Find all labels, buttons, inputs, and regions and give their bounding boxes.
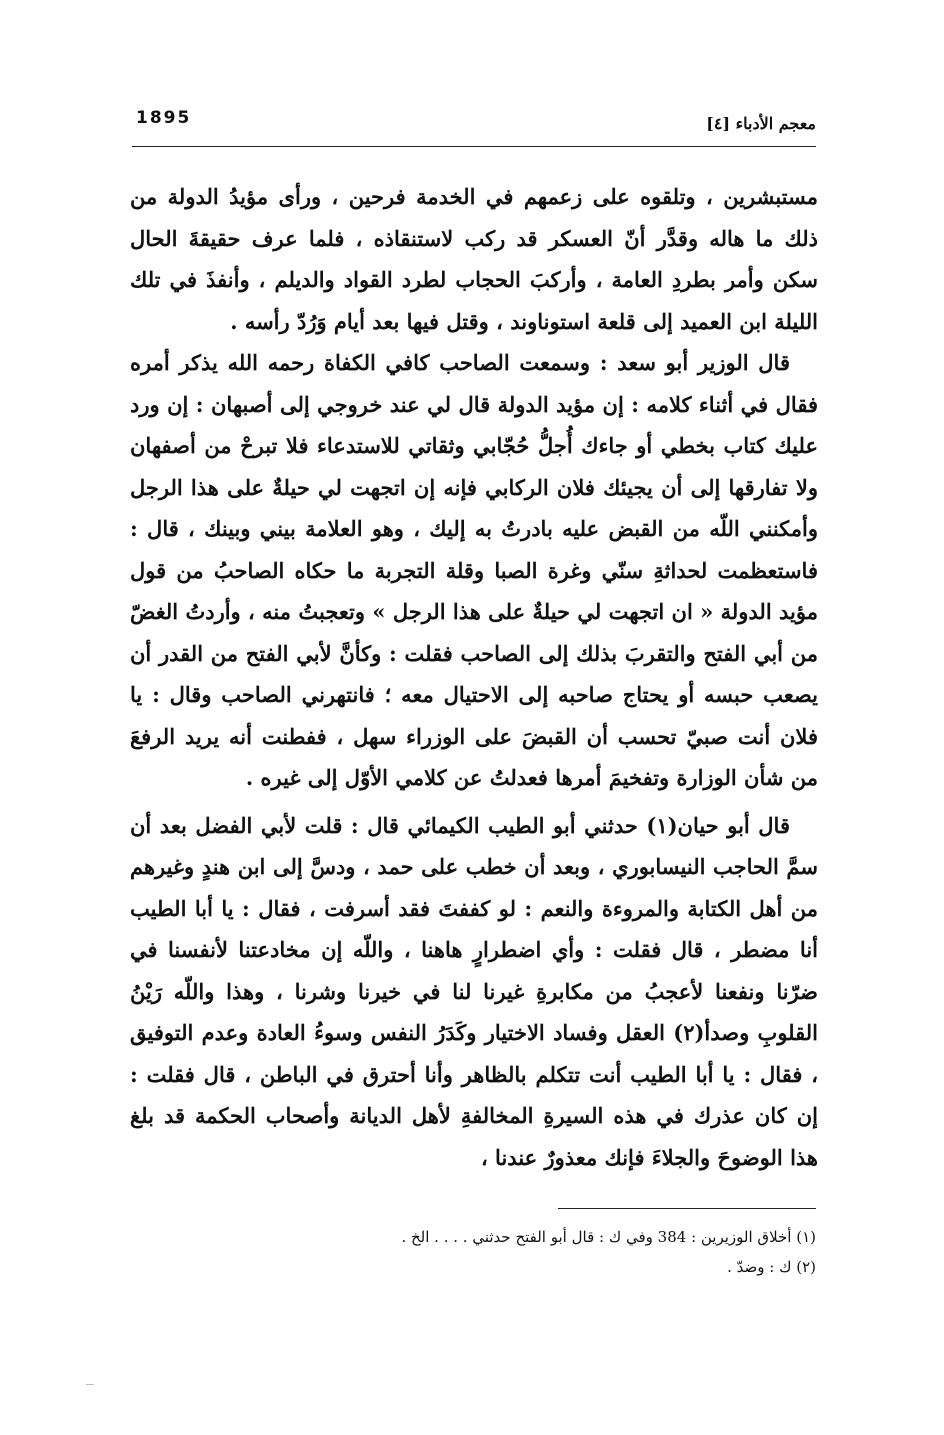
page-number: 1895: [136, 108, 192, 128]
footnote: (٢) ك : وضدّ .: [727, 1258, 816, 1276]
paragraph: قال أبو حيان(١) حدثني أبو الطيب الكيمائي قال : قلت لأبي الفضل بعد أن سمَّ الحاجب النيسابوري ، وبعد أن خطب على حمد ، ودسَّ إلى ابن هندٍ وغيرهم من أهل الكتابة والمروءة والنعم : لو كففتَ فقد أسرفت ، فقال : يا أبا الطيب أنا مضطر ، قال فقلت : وأي اضطرارٍ هاهنا ، واللّه إن مخادعتنا لأنفسنا في ضرّنا ونفعنا لأعجبُ من مكابرةِ غيرنا لنا في خيرنا وشرنا ، وهذا واللّه رَيْنُ القلوبِ وصدأ(٢) العقل وفساد الاختيار وكَدَرُ النفس وسوءُ العادة وعدم التوفيق ، فقال : يا أبا الطيب أنت تتكلم بالظاهر وأنا أحترق في الباطن ، قال فقلت : إن كان عذرك في هذه السيرةِ المخالفةِ لأهل الديانة وأصحاب الحكمة قد بلغ هذا الوضوحَ والجلاءَ فإنك معذورٌ عندنا ،: [130, 812, 818, 1170]
main-text: [130, 176, 818, 1178]
paragraph: مستبشرين ، وتلقوه على زعمهم في الخدمة فرحين ، ورأى مؤيدُ الدولة من ذلك ما هاله وقدَّر أنّ العسكر قد ركب لاستنقاذه ، فلما عرف حقيقةَ الحال سكن وأمر بطردِ العامة ، وأركبَ الحجاب لطرد القواد والديلم ، وأنفذَ في تلك الليلة ابن العميد إلى قلعة استوناوند ، وقتل فيها بعد أيام وَرُدّ رأسه .: [130, 184, 818, 334]
footnotes: [256, 1222, 816, 1282]
scan-speck: [86, 1384, 94, 1385]
running-title: معجم الأدباء [٤]: [706, 114, 816, 133]
header-rule: [132, 146, 816, 147]
paragraph: قال الوزير أبو سعد : وسمعت الصاحب كافي الكفاة رحمه الله يذكر أمره فقال في أثناء كلامه : إن مؤيد الدولة قال لي عند خروجي إلى أصبهان : إن ورد عليك كتاب بخطي أو جاءك أُجلُّ حُجّابي وثقاتي للاستدعاء فلا تبرحْ من أصفهان ولا تفارقها إلى أن يجيئك فلان الركابي فإنه إن اتجهت لي حيلةٌ على هذا الرجل وأمكنني اللّه من القبض عليه بادرتُ به إليك ، وهو العلامة بيني وبينك ، قال : فاستعظمت لحداثةِ سنّي وغرة الصبا وقلة التجربة ما حكاه الصاحبُ من قول مؤيد الدولة « ان اتجهت لي حيلةٌ على هذا الرجل » وتعجبتُ منه ، وأردتُ الغضّ من أبي الفتح والتقربَ بذلك إلى الصاحب فقلت : وكأنَّ لأبي الفتح من القدر أن يصعب حبسه أو يحتاج صاحبه إلى الاحتيال معه ؛ فانتهرني الصاحب وقال : يا فلان أنت صبيّ تحسب أن القبضَ على الوزراء سهل ، ففطنت أنه يريد الرفعَ من شأن الوزارة وتفخيمَ أمرها فعدلتُ عن كلامي الأوّل إلى غيره .: [130, 350, 818, 790]
page-header: [132, 108, 816, 142]
footnote: (١) أخلاق الوزيرين : 384 وفي ك : قال أبو الفتح حدثني . . . . الخ .: [401, 1228, 816, 1246]
footnote-rule: [558, 1208, 816, 1209]
